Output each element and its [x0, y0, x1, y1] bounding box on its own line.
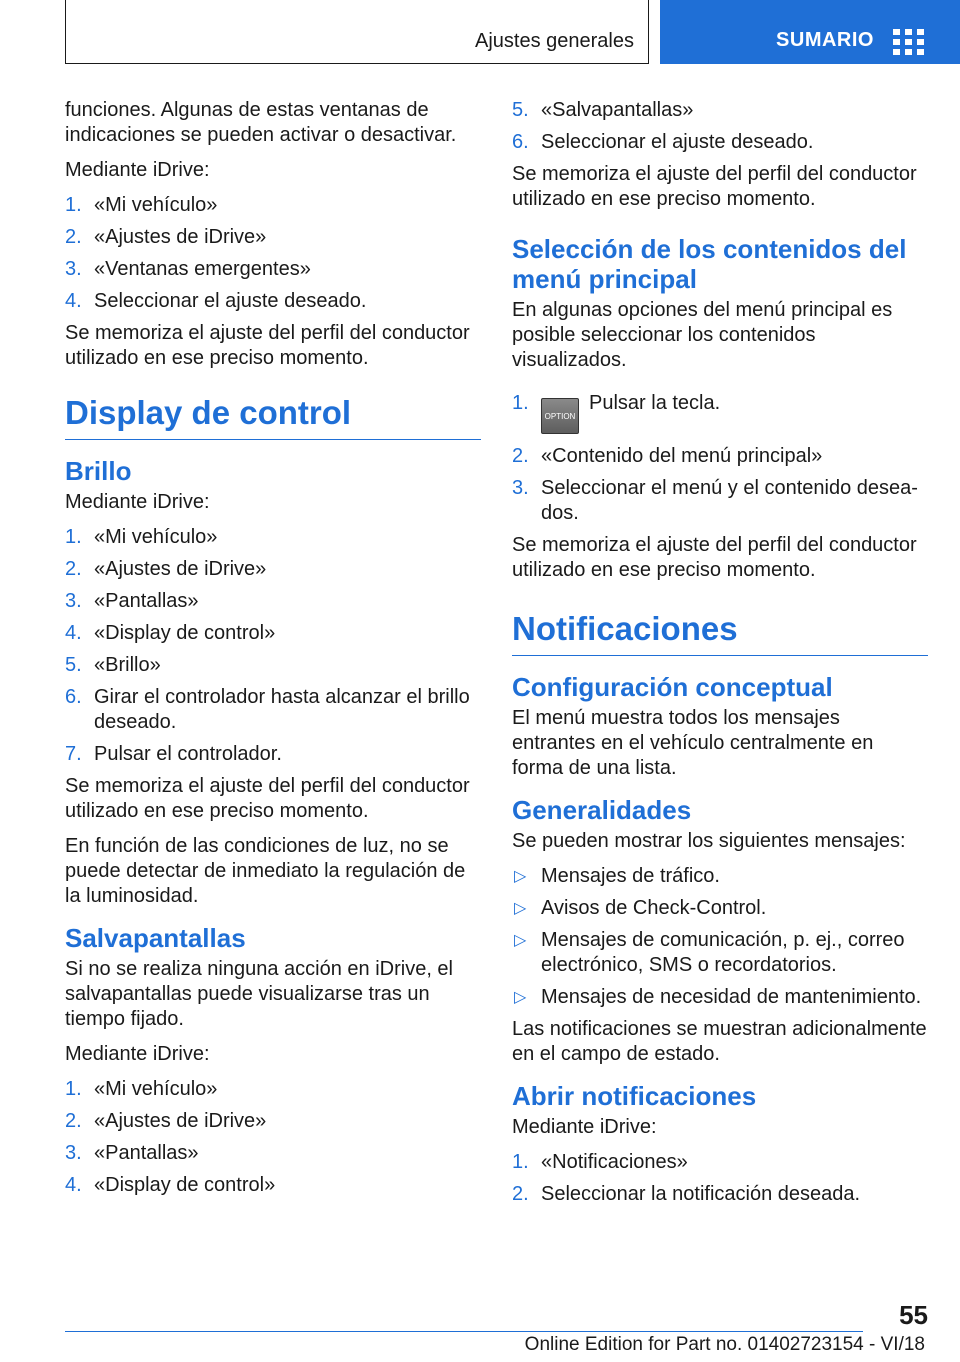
steps-list	[65, 525, 481, 767]
memo-text: Se memoriza el ajuste del perfil del conductor utilizado en ese preciso momento.	[65, 775, 470, 822]
list-item: 2. «Ajustes de iDrive»	[65, 226, 267, 248]
steps-list	[512, 98, 928, 155]
sumario-button[interactable]	[660, 0, 960, 64]
via-idrive: Mediante iDrive:	[65, 491, 210, 513]
config-text: El menú muestra todos los mensajes entrantes en el vehículo centralmente en forma de una lista.	[512, 707, 874, 779]
list-item: ▷ Avisos de Check-Control.	[514, 897, 767, 919]
list-item: 1. «Mi vehículo»	[65, 194, 218, 216]
list-item: 3. «Ventanas emergentes»	[65, 258, 311, 280]
heading-notificaciones: Notificaciones	[512, 609, 928, 656]
section-title: Ajustes generales	[65, 0, 649, 64]
bullet-list	[512, 864, 928, 1010]
heading-brillo: Brillo	[65, 456, 132, 486]
list-item: 4. «Display de control»	[65, 1174, 276, 1196]
right-column	[512, 98, 928, 1214]
page-number: 55	[899, 1300, 928, 1330]
list-item: 1. «Mi vehículo»	[65, 526, 218, 548]
list-item: 3. «Pantallas»	[65, 1142, 199, 1164]
list-item: 1. «Mi vehículo»	[65, 1078, 218, 1100]
sumario-label: SUMARIO	[776, 29, 874, 51]
triangle-bullet-icon: ▷	[514, 932, 527, 949]
triangle-bullet-icon: ▷	[514, 900, 527, 917]
via-idrive: Mediante iDrive:	[512, 1116, 657, 1138]
heading-display-control: Display de control	[65, 393, 481, 440]
status-text: Las notificaciones se muestran adicionalmente en el campo de estado.	[512, 1018, 927, 1065]
menu-text: En algunas opciones del menú principal es posible seleccionar los contenidos visualizados.	[512, 299, 893, 371]
page-header	[0, 0, 960, 66]
list-item: ▷ Mensajes de comunicación, p. ej., correo electrónico, SMS o recordatorios.	[514, 929, 905, 976]
via-idrive: Mediante iDrive:	[65, 1043, 210, 1065]
list-item: 3. Seleccionar el menú y el contenido deseados.	[512, 477, 918, 524]
salvapantallas-text: Si no se realiza ninguna acción en iDrive, el salvapantallas puede visualizarse tras un tiempo fijado.	[65, 958, 453, 1030]
list-item: 7. Pulsar el controlador.	[65, 743, 282, 765]
heading-generalidades: Generalidades	[512, 795, 692, 825]
steps-list	[512, 1150, 928, 1207]
list-item: 4. «Display de control»	[65, 622, 276, 644]
list-item: 2. «Ajustes de iDrive»	[65, 1110, 267, 1132]
footer-edition: Online Edition for Part no. 01402723154 - VI/18	[524, 1334, 925, 1355]
light-note: En función de las condiciones de luz, no se puede detectar de inmediato la regulación de la luminosidad.	[65, 835, 466, 907]
via-idrive: Mediante iDrive:	[65, 159, 210, 181]
memo-text: Se memoriza el ajuste del perfil del conductor utilizado en ese preciso momento.	[65, 322, 470, 369]
list-item: 5. «Salvapantallas»	[512, 99, 694, 121]
list-item: ▷ Mensajes de tráfico.	[514, 865, 720, 887]
general-text: Se pueden mostrar los siguientes mensajes:	[512, 830, 906, 852]
heading-abrir: Abrir notificaciones	[512, 1081, 757, 1111]
list-item: 4. Seleccionar el ajuste deseado.	[65, 290, 367, 312]
list-item: 1. «Notificaciones»	[512, 1151, 688, 1173]
option-button-icon: OPTION	[541, 398, 579, 434]
heading-configuracion: Configuración conceptual	[512, 672, 833, 702]
footer-divider	[65, 1331, 863, 1332]
memo-text: Se memoriza el ajuste del perfil del conductor utilizado en ese preciso momento.	[512, 534, 917, 581]
memo-text: Se memoriza el ajuste del perfil del conductor utilizado en ese preciso momento.	[512, 163, 917, 210]
list-item: 2. «Contenido del menú principal»	[512, 445, 823, 467]
list-item: 2. Seleccionar la notificación deseada.	[512, 1183, 861, 1205]
list-item: 6. Girar el controlador hasta alcanzar el brillo deseado.	[65, 686, 470, 733]
steps-list	[512, 391, 928, 526]
heading-menu-principal: Selección de los contenidos del menú principal	[512, 234, 907, 294]
list-item: ▷ Mensajes de necesidad de mantenimiento.	[514, 986, 922, 1008]
intro-text: funciones. Algunas de estas ventanas de indicaciones se pueden activar o desactivar.	[65, 99, 457, 146]
list-item: 2. «Ajustes de iDrive»	[65, 558, 267, 580]
triangle-bullet-icon: ▷	[514, 989, 527, 1006]
list-item: 5. «Brillo»	[65, 654, 161, 676]
list-item: 1. OPTIONPulsar la tecla.	[512, 391, 928, 434]
list-item: 6. Seleccionar el ajuste deseado.	[512, 131, 814, 153]
heading-salvapantallas: Salvapantallas	[65, 923, 246, 953]
triangle-bullet-icon: ▷	[514, 868, 527, 885]
grid-menu-icon	[893, 29, 925, 55]
steps-list	[65, 193, 481, 314]
list-item: 3. «Pantallas»	[65, 590, 199, 612]
left-column	[65, 98, 481, 1205]
steps-list	[65, 1077, 481, 1198]
